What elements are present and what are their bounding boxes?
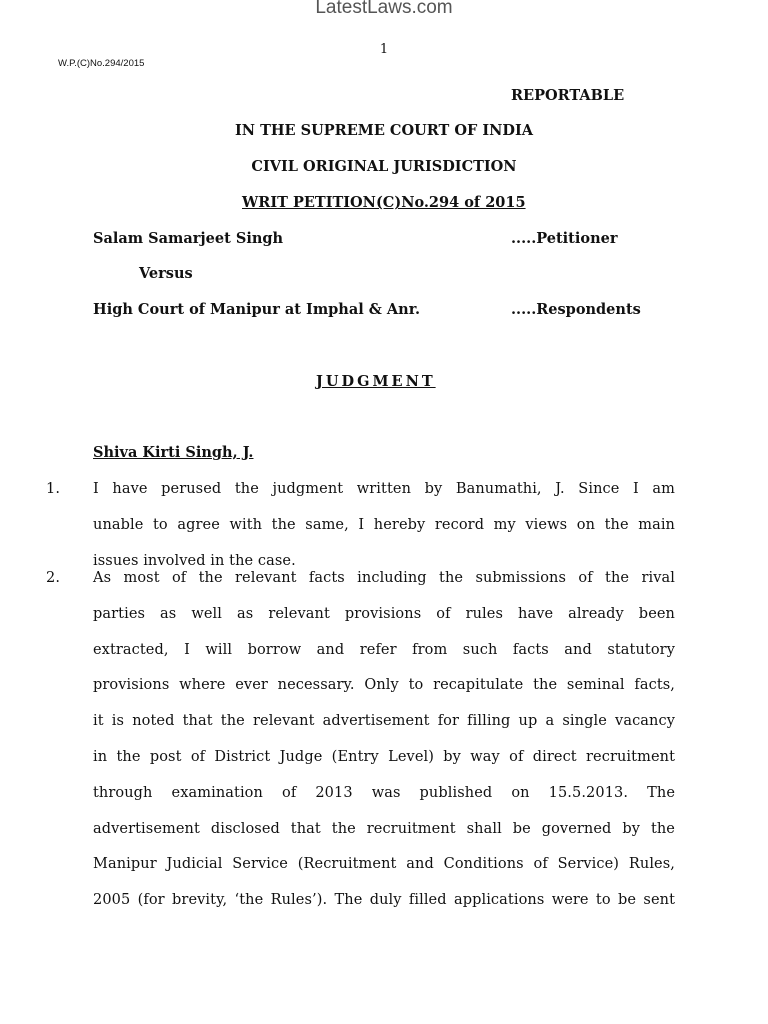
page-number: 1 — [379, 42, 389, 57]
versus-label: Versus — [139, 265, 193, 282]
paragraph-2 — [93, 561, 675, 919]
reportable-label: REPORTABLE — [511, 87, 625, 104]
watermark: LatestLaws.com — [315, 0, 453, 18]
paragraph-line: Manipur Judicial Service (Recruitment and Conditions of Service) Rules, — [93, 856, 675, 873]
paragraph-line: provisions where ever necessary. Only to recapitulate the seminal facts, — [93, 677, 675, 694]
paragraph-number: 1. — [46, 481, 61, 497]
respondent-name: High Court of Manipur at Imphal & Anr. — [93, 301, 421, 318]
paragraph-line: 2005 (for brevity, ‘the Rules’). The duly filled applications were to be sent — [93, 892, 675, 909]
paragraph-line: it is noted that the relevant advertisement for filling up a single vacancy — [93, 713, 675, 730]
paragraph-line: As most of the relevant facts including the submissions of the rival — [93, 570, 675, 586]
paragraph-line: parties as well as relevant provisions of rules have already been — [93, 605, 675, 622]
paragraph-line: advertisement disclosed that the recruitment shall be governed by the — [93, 820, 675, 837]
paragraph-line: extracted, I will borrow and refer from such facts and statutory — [93, 641, 675, 658]
respondent-role: .....Respondents — [511, 301, 641, 318]
court-title: IN THE SUPREME COURT OF INDIA — [234, 122, 533, 139]
petitioner-role: .....Petitioner — [511, 230, 618, 247]
case-reference: W.P.(C)No.294/2015 — [58, 58, 145, 69]
paragraph-line: through examination of 2013 was published on 15.5.2013. The — [93, 784, 675, 801]
judgment-heading: JUDGMENT — [316, 373, 436, 390]
paragraph-line: unable to agree with the same, I hereby record my views on the main — [93, 516, 675, 533]
petitioner-name: Salam Samarjeet Singh — [93, 230, 284, 247]
paragraph-line: in the post of District Judge (Entry Level) by way of direct recruitment — [93, 748, 675, 765]
judge-name: Shiva Kirti Singh, J. — [93, 444, 254, 461]
paragraph-line: I have perused the judgment written by Banumathi, J. Since I am — [93, 481, 675, 497]
paragraph-number: 2. — [46, 570, 61, 586]
paragraph-line: issues involved in the case. — [93, 552, 296, 569]
jurisdiction-title: CIVIL ORIGINAL JURISDICTION — [251, 158, 517, 175]
petition-title: WRIT PETITION(C)No.294 of 2015 — [242, 194, 526, 211]
